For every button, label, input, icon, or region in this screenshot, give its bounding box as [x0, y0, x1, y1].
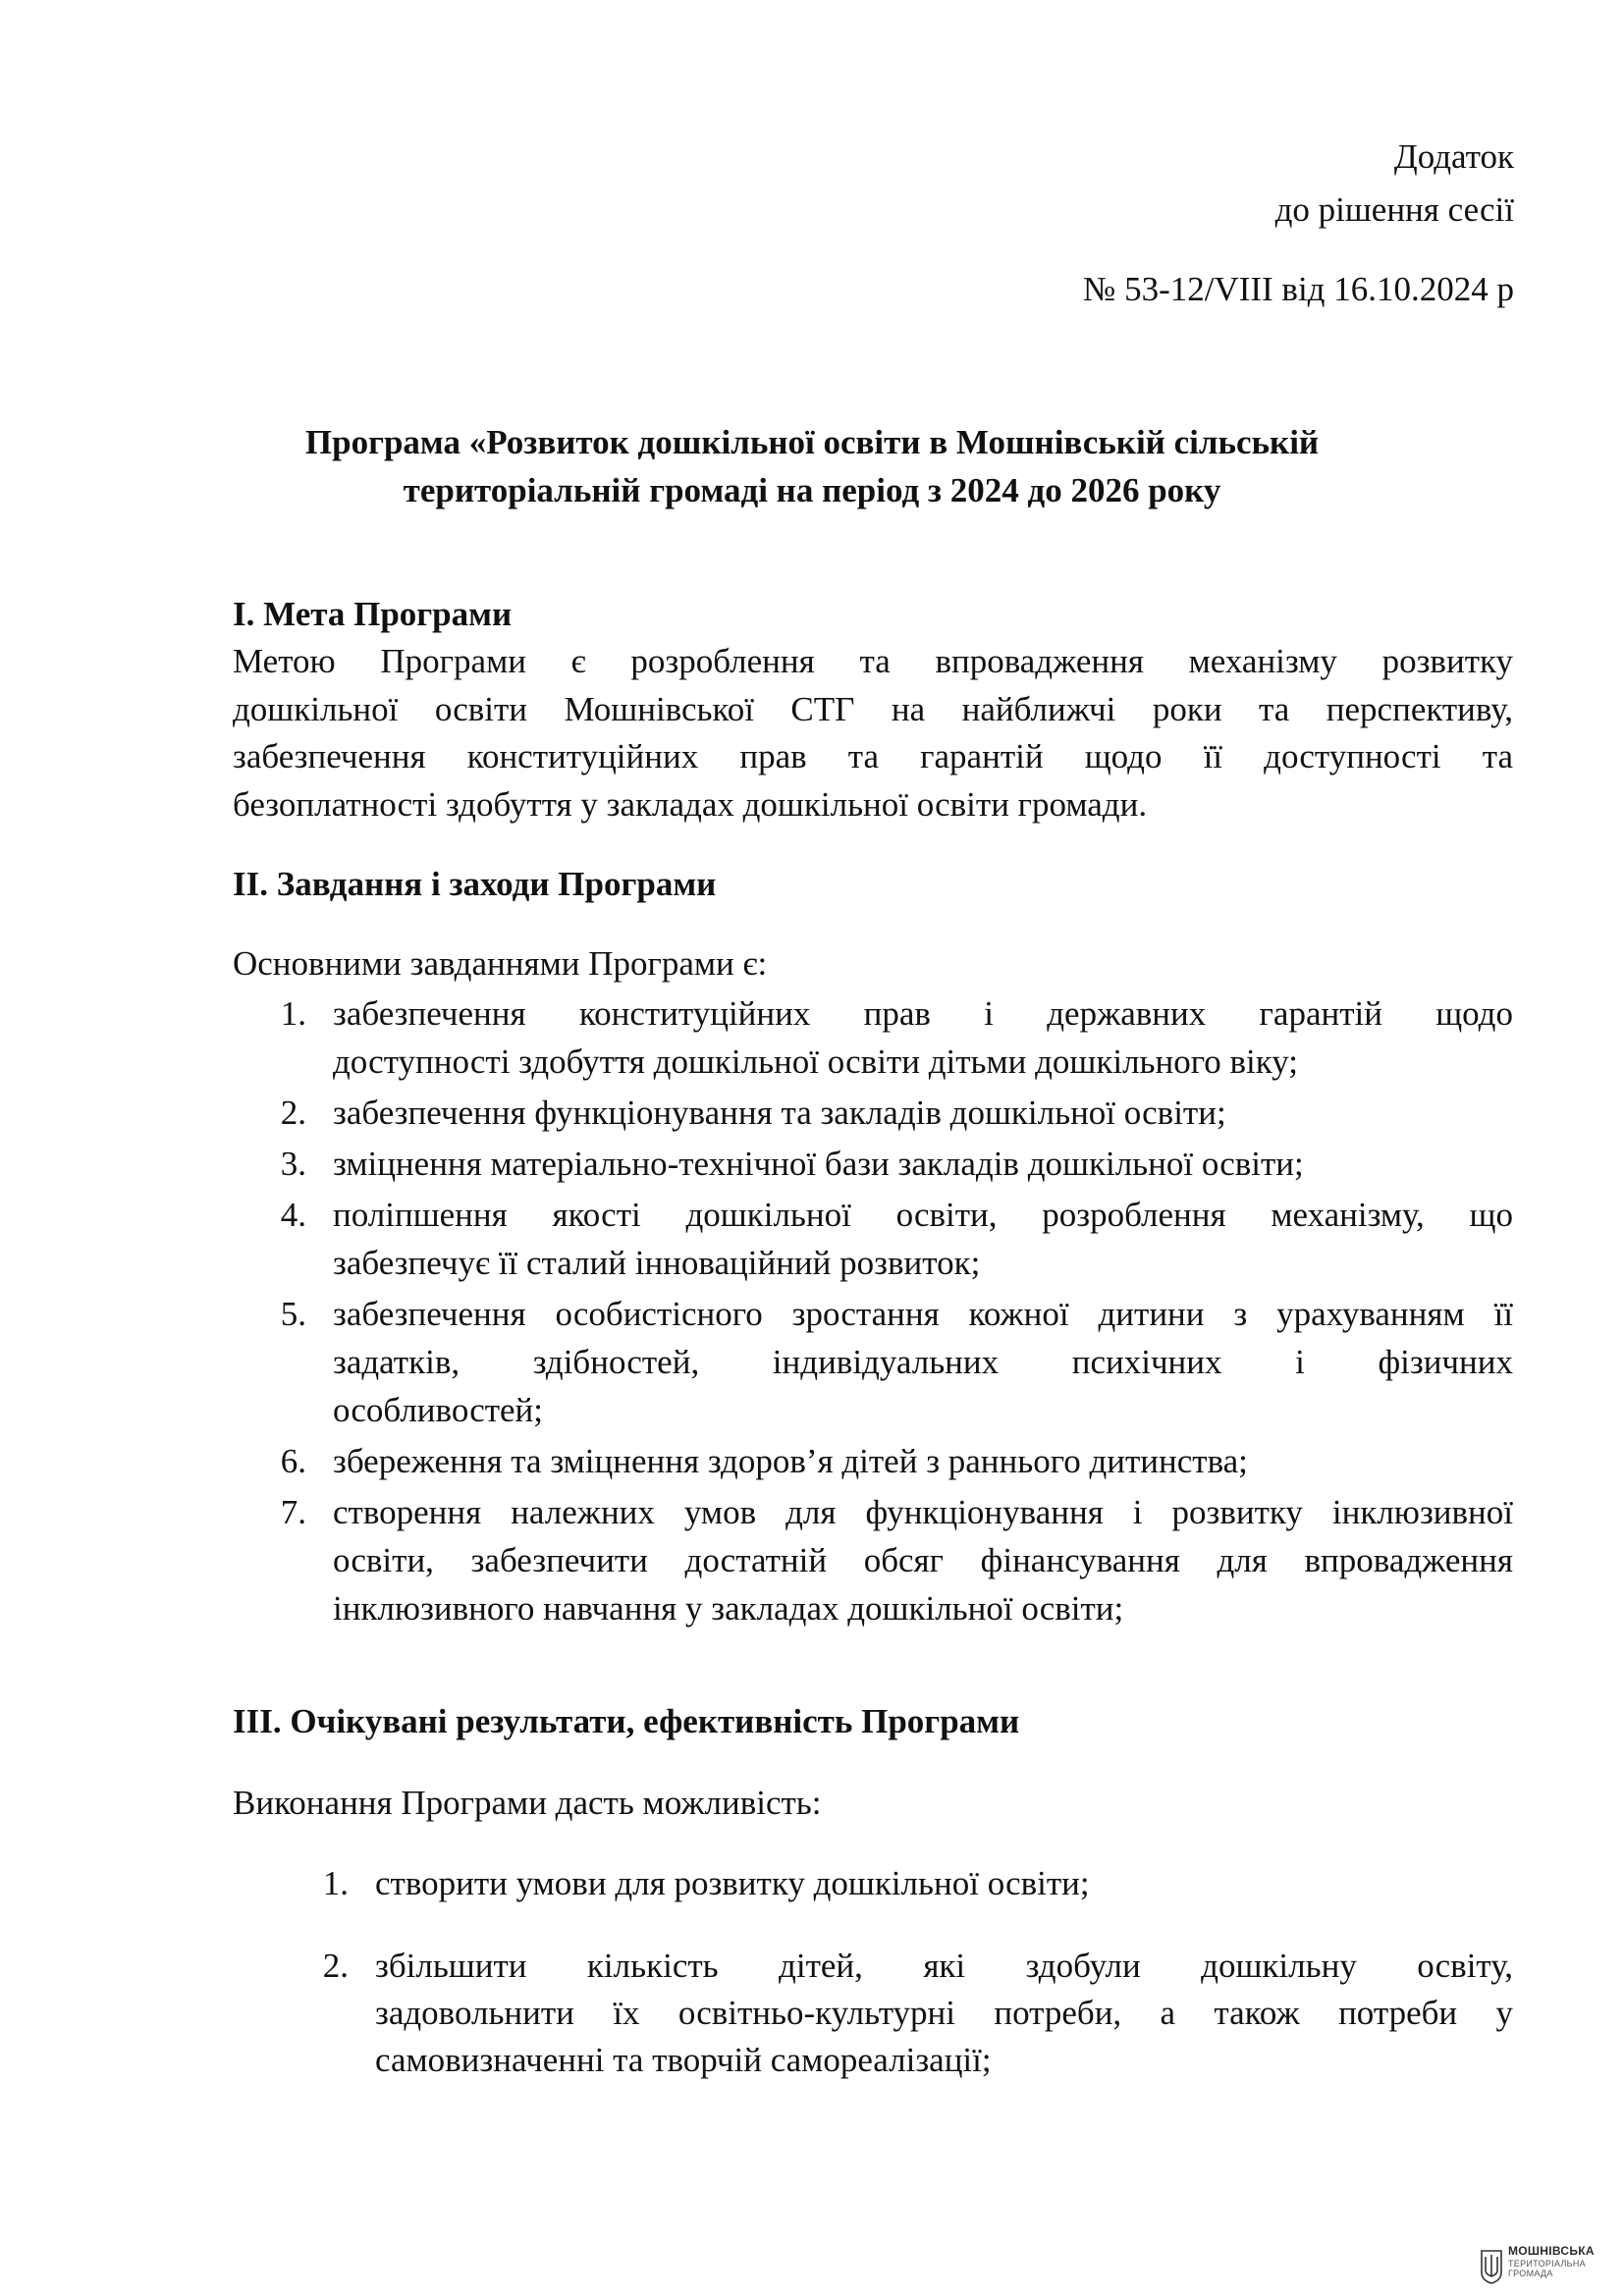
list-item-line: збільшити кількість дітей, які здобули дошкільну освіту, [375, 1947, 1513, 1985]
list-item-line: доступності здобуття дошкільної освіти дітьми дошкільного віку; [333, 1042, 1299, 1081]
section-3-heading: ІІІ. Очікувані результати, ефективність Програми [233, 1702, 1020, 1740]
list-item-number: 3. [280, 1145, 306, 1183]
list-item-line: задовольнити їх освітньо-культурні потреби, а також потреби у [375, 1994, 1513, 2032]
list-item-number: 1. [322, 1864, 349, 1902]
decision-label: до рішення сесії [1274, 190, 1514, 229]
list-item-line: освіти, забезпечити достатній обсяг фінансування для впровадження [333, 1541, 1513, 1579]
list-item-number: 7. [280, 1493, 306, 1531]
list-item-line: створити умови для розвитку дошкільної освіти; [375, 1864, 1090, 1902]
document-title-line-1: Програма «Розвиток дошкільної освіти в Мошнівській сільській [304, 423, 1320, 461]
section-2-intro: Основними завданнями Програми є: [233, 944, 768, 983]
list-item-number: 5. [280, 1295, 306, 1333]
list-item-line: забезпечення особистісного зростання кожної дитини з урахуванням її [333, 1295, 1513, 1333]
list-item-line: забезпечує її сталий інноваційний розвиток; [333, 1244, 981, 1282]
trident-crest-icon [1480, 2247, 1503, 2284]
section-1-text-line: забезпечення конституційних прав та гарантій щодо її доступності та [233, 737, 1513, 775]
list-item-line: особливостей; [333, 1391, 544, 1429]
list-item-line: забезпечення функціонування та закладів дошкільної освіти; [333, 1094, 1226, 1132]
community-logo [1480, 2243, 1617, 2290]
section-1-text-line: Метою Програми є розроблення та впровадження механізму розвитку [233, 642, 1513, 680]
list-item-number: 6. [280, 1442, 306, 1480]
section-3-intro: Виконання Програми дасть можливість: [233, 1784, 822, 1822]
appendix-label: Додаток [1393, 137, 1514, 176]
list-item-line: поліпшення якості дошкільної освіти, розроблення механізму, що [333, 1196, 1513, 1234]
list-item-number: 2. [280, 1094, 306, 1132]
section-1-text-line: дошкільної освіти Мошнівської СТГ на найближчі роки та перспективу, [233, 690, 1513, 728]
decision-number: № 53-12/VIII від 16.10.2024 р [1082, 270, 1514, 308]
list-item-line: самовизначенні та творчій самореалізації; [375, 2041, 992, 2079]
logo-subtitle-1: ТЕРИТОРІАЛЬНА [1508, 2259, 1586, 2269]
document-title-line-2: територіальній громаді на період з 2024 до 2026 року [403, 471, 1221, 509]
list-item-number: 2. [322, 1947, 349, 1985]
section-2-heading: ІІ. Завдання і заходи Програми [233, 865, 717, 903]
list-item-number: 1. [280, 994, 306, 1033]
list-item-line: зміцнення матеріально-технічної бази закладів дошкільної освіти; [333, 1145, 1304, 1183]
list-item-line: збереження та зміцнення здоров’я дітей з раннього дитинства; [333, 1442, 1248, 1480]
list-item-line: забезпечення конституційних прав і державних гарантій щодо [333, 994, 1513, 1033]
logo-subtitle-2: ГРОМАДА [1508, 2269, 1553, 2278]
section-1-heading: І. Мета Програми [233, 595, 513, 633]
section-1-text-line: безоплатності здобуття у закладах дошкільної освіти громади. [233, 785, 1148, 824]
list-item-line: інклюзивного навчання у закладах дошкільної освіти; [333, 1589, 1124, 1628]
list-item-line: створення належних умов для функціонування і розвитку інклюзивної [333, 1493, 1513, 1531]
list-item-number: 4. [280, 1196, 306, 1234]
list-item-line: задатків, здібностей, індивідуальних психічних і фізичних [333, 1343, 1513, 1381]
logo-name: МОШНІВСЬКА [1508, 2244, 1595, 2258]
